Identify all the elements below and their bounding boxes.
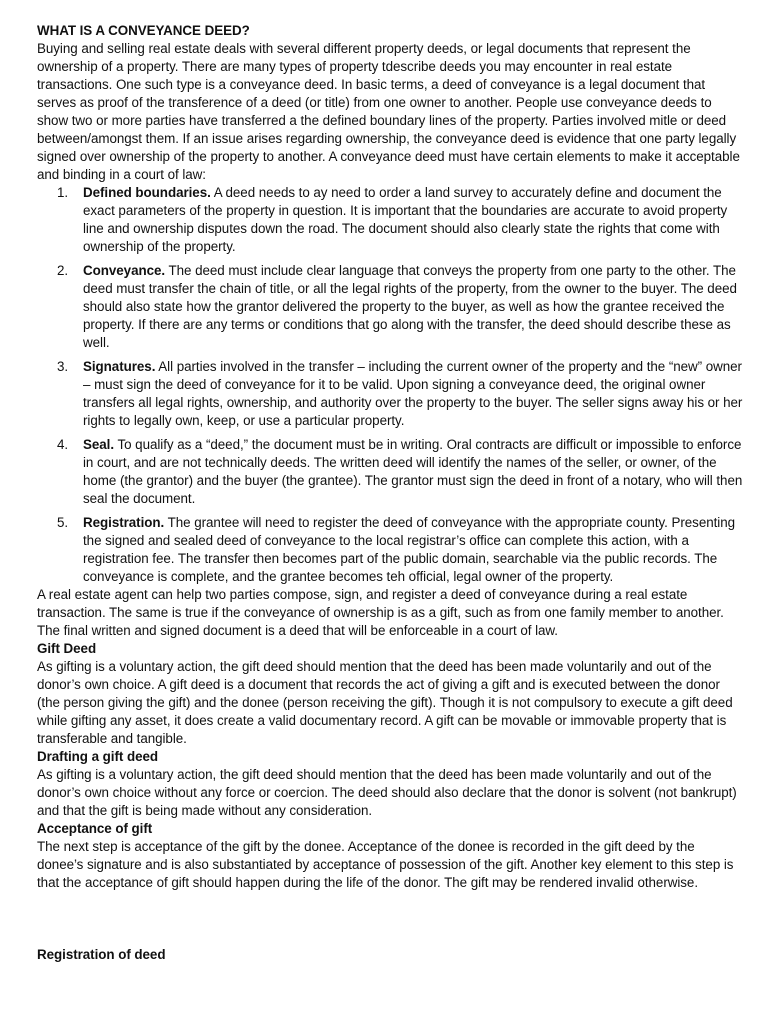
list-item xyxy=(37,436,743,508)
list-item-number: 2. xyxy=(57,263,69,278)
list-item-term: Seal. xyxy=(83,437,115,452)
list-item-text: The grantee will need to register the deed of conveyance with the appropriate county. Presenting the signed and sealed deed of conveyance to the local registrar’s office can complete this action, with a registration fee. The transfer then becomes part of the public domain, searchable via the public records. The conveyance is complete, and the grantee becomes teh official, legal owner of the property. xyxy=(83,515,736,584)
blank-space xyxy=(37,892,743,946)
agent-paragraph: A real estate agent can help two parties compose, sign, and register a deed of conveyance during a real estate transaction. The same is true if the conveyance of ownership is as a gift, such as from one family member to another. The final written and signed document is a deed that will be enforceable in a court of law. xyxy=(37,587,724,638)
list-item-text: The deed must include clear language that conveys the property from one party to the other. The deed must transfer the chain of title, or all the legal rights of the property, from the owner to the buyer. The deed should also state how the grantor delivered the property to the buyer, as well as how the grantee received the property. If there are any terms or conditions that go along with the transfer, the deed should describe these as well. xyxy=(83,263,737,350)
acceptance-heading: Acceptance of gift xyxy=(37,821,153,836)
drafting-heading: Drafting a gift deed xyxy=(37,749,159,764)
list-item-number: 3. xyxy=(57,359,69,374)
list-item xyxy=(37,262,743,352)
intro-paragraph: Buying and selling real estate deals with several different property deeds, or legal documents that represent the ownership of a property. There are many types of property tdescribe deeds you may encounter in real estate transactions. One such type is a conveyance deed. In basic terms, a deed of conveyance is a legal document that serves as proof of the transference of a deed (or title) from one owner to another. People use conveyance deeds to show two or more parties have transferred a the defined boundary lines of the property. Parties involved mitle or deed between/amongst them. If an issue arises regarding ownership, the conveyance deed is evidence that one party legally signed over ownership of the property to another. A conveyance deed must have certain elements to make it acceptable and binding in a court of law: xyxy=(37,41,740,182)
gift-deed-heading: Gift Deed xyxy=(37,641,97,656)
list-item xyxy=(37,184,743,256)
list-item-term: Registration. xyxy=(83,515,165,530)
list-item-term: Conveyance. xyxy=(83,263,166,278)
list-item-text: To qualify as a “deed,” the document must be in writing. Oral contracts are difficult or impossible to enforce in court, and are not technically deeds. The written deed will identify the names of the seller, or owner, of the home (the grantor) and the buyer (the grantee). The grantor must sign the deed in front of a notary, who will then seal the document. xyxy=(83,437,743,506)
list-item xyxy=(37,514,743,586)
list-item-text: A deed needs to ay need to order a land survey to accurately define and document the exact parameters of the property in question. It is important that the boundaries are accurate to avoid property line and ownership disputes down the road. The document should also clearly state the rights that come with ownership of the property. xyxy=(83,185,728,254)
list-item-number: 1. xyxy=(57,185,69,200)
deed-elements-list xyxy=(37,184,743,586)
document-title: WHAT IS A CONVEYANCE DEED? xyxy=(37,23,250,38)
acceptance-paragraph: The next step is acceptance of the gift by the donee. Acceptance of the donee is recorded in the gift deed by the donee’s signature and is also substantiated by acceptance of possession of the gift. Another key element to this step is that the acceptance of gift should happen during the life of the donor. The gift may be rendered invalid otherwise. xyxy=(37,839,734,890)
drafting-paragraph: As gifting is a voluntary action, the gift deed should mention that the deed has been made voluntarily and out of the donor’s own choice without any force or coercion. The deed should also declare that the donor is solvent (not bankrupt) and that the gift is being made without any consideration. xyxy=(37,767,737,818)
list-item-number: 4. xyxy=(57,437,69,452)
list-item-text: All parties involved in the transfer – including the current owner of the property and the “new” owner – must sign the deed of conveyance for it to be valid. Upon signing a conveyance deed, the original owner transfers all legal rights, ownership, and authority over the property to the buyer. The seller signs away his or her rights to legally own, keep, or use a particular property. xyxy=(83,359,743,428)
list-item xyxy=(37,358,743,430)
document-page xyxy=(37,22,743,964)
registration-heading: Registration of deed xyxy=(37,947,166,962)
list-item-number: 5. xyxy=(57,515,69,530)
list-item-term: Signatures. xyxy=(83,359,156,374)
list-item-term: Defined boundaries. xyxy=(83,185,211,200)
gift-deed-paragraph: As gifting is a voluntary action, the gift deed should mention that the deed has been made voluntarily and out of the donor’s own choice. A gift deed is a document that records the act of giving a gift and is executed between the donor (the person giving the gift) and the donee (person receiving the gift). Though it is not compulsory to execute a gift deed while gifting any asset, it does create a valid documentary record. A gift can be movable or immovable property that is transferable and tangible. xyxy=(37,659,733,746)
